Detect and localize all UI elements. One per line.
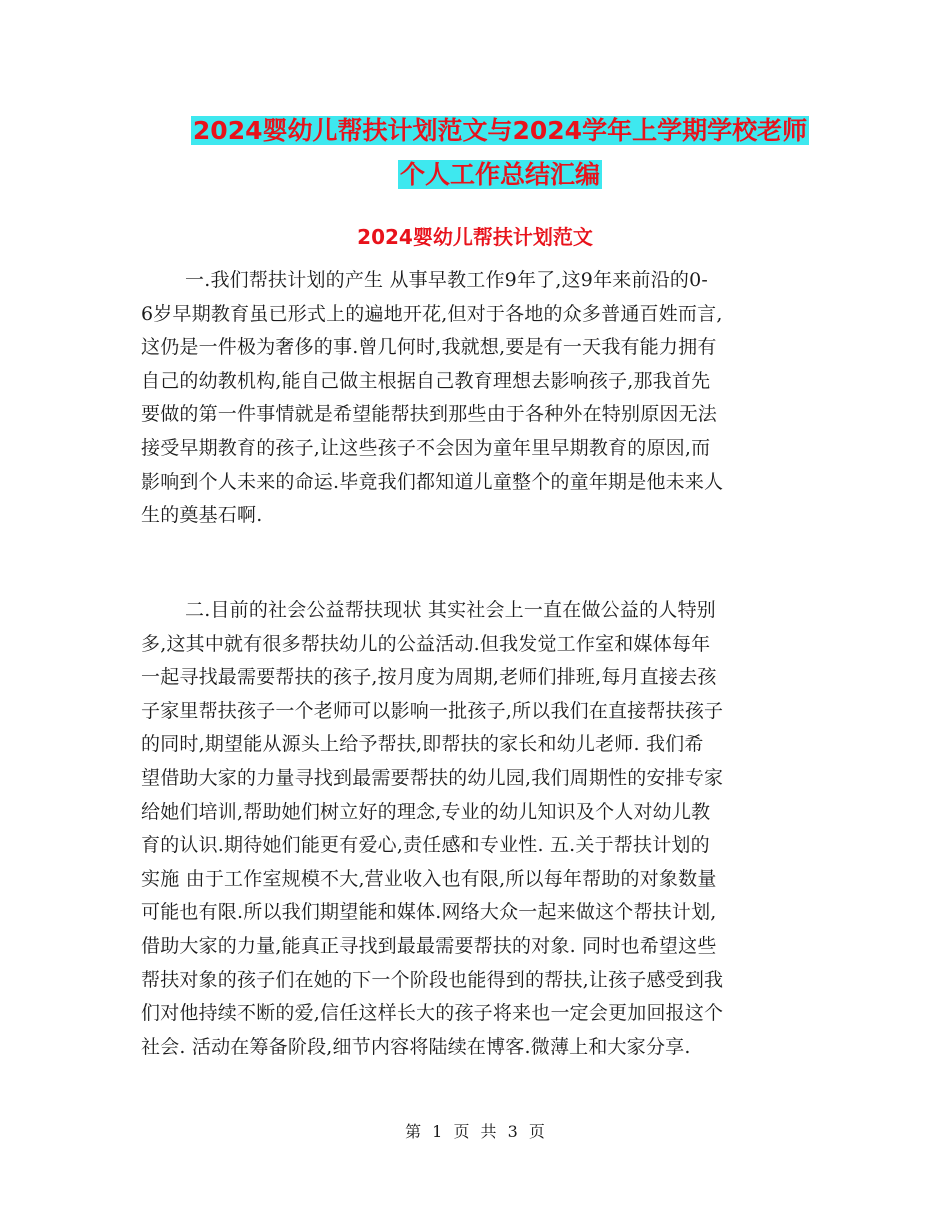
text-line: 望借助大家的力量寻找到最需要帮扶的幼儿园,我们周期性的安排专家 [141,766,724,789]
text-line: 这仍是一件极为奢侈的事.曾几何时,我就想,要是有一天我有能力拥有 [141,336,717,359]
text-line: 6岁早期教育虽已形式上的遍地开花,但对于各地的众多普通百姓而言, [141,302,723,325]
text-line: 给她们培训,帮助她们树立好的理念,专业的幼儿知识及个人对幼儿教 [141,800,711,823]
text-line: 借助大家的力量,能真正寻找到最最需要帮扶的对象. 同时也希望这些 [141,934,717,957]
title-highlight: 个人工作总结汇编 [399,160,600,189]
text-line: 帮扶对象的孩子们在她的下一个阶段也能得到的帮扶,让孩子感受到我 [141,968,724,991]
text-line: 子家里帮扶孩子一个老师可以影响一批孩子,所以我们在直接帮扶孩子 [141,699,724,722]
text-line: 的同时,期望能从源头上给予帮扶,即帮扶的家长和幼儿老师. 我们希 [141,733,704,756]
text-line: 一起寻找最需要帮扶的孩子,按月度为周期,老师们排班,每月直接去孩 [141,666,717,689]
text-line: 影响到个人未来的命运.毕竟我们都知道儿童整个的童年期是他未来人 [141,470,724,493]
paragraph-2 [141,594,817,1064]
text-line: 多,这其中就有很多帮扶幼儿的公益活动.但我发觉工作室和媒体每年 [141,632,711,655]
document-title-line-1 [140,113,860,149]
text-line: 实施 由于工作室规模不大,营业收入也有限,所以每年帮助的对象数量 [141,867,717,890]
text-line: 二.目前的社会公益帮扶现状 其实社会上一直在做公益的人特别 [185,599,716,621]
text-line: 一.我们帮扶计划的产生 从事早教工作9年了,这9年来前沿的0- [185,269,709,291]
text-line: 生的奠基石啊. [141,504,263,527]
text-line: 自己的幼教机构,能自己做主根据自己教育理想去影响孩子,那我首先 [141,369,711,392]
section-heading: 2024婴幼儿帮扶计划范文 [357,225,593,249]
paragraph-1 [141,264,817,533]
text-line: 要做的第一件事情就是希望能帮扶到那些由于各种外在特别原因无法 [141,403,718,426]
text-line: 接受早期教育的孩子,让这些孩子不会因为童年里早期教育的原因,而 [141,436,711,459]
text-line: 育的认识.期待她们能更有爱心,责任感和专业性. 五.关于帮扶计划的 [141,834,710,857]
text-line: 可能也有限.所以我们期望能和媒体.网络大众一起来做这个帮扶计划, [141,901,717,924]
document-title-line-2 [140,157,860,193]
text-line: 社会. 活动在筹备阶段,细节内容将陆续在博客.微薄上和大家分享. [141,1035,691,1058]
text-line: 们对他持续不断的爱,信任这样长大的孩子将来也一定会更加回报这个 [141,1002,724,1025]
title-highlight: 2024婴幼儿帮扶计划范文与2024学年上学期学校老师 [192,116,808,145]
page-footer: 第 1 页 共 3 页 [405,1122,545,1141]
